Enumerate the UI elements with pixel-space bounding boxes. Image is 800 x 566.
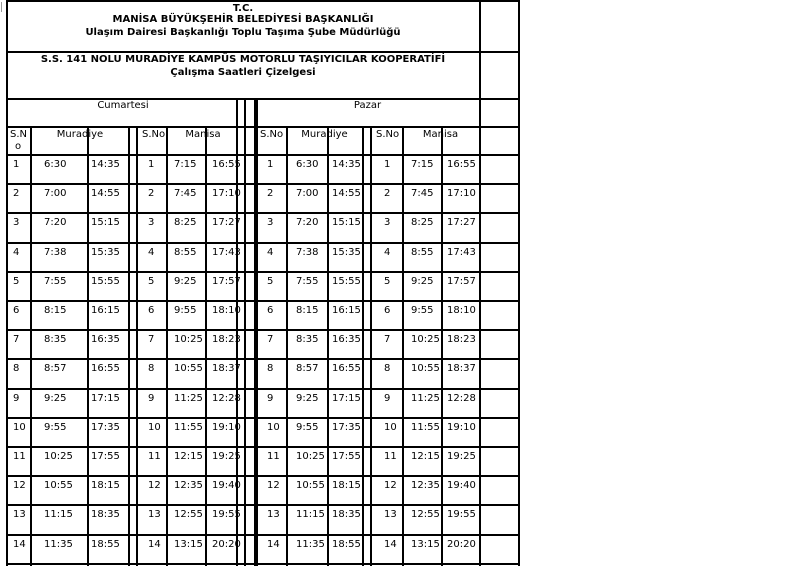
sunday-muradiye-sno-cell: 4 [267,247,274,258]
grid-line-vertical [6,0,8,566]
saturday-manisa-sno-cell: 8 [148,363,155,374]
schedule-subtitle: Çalışma Saatleri Çizelgesi [170,67,316,78]
sunday-muradiye-departure-time: 9:25 [296,393,319,404]
saturday-manisa-sno-cell: 1 [148,159,155,170]
saturday-muradiye-sno-cell: 7 [13,334,20,345]
sunday-muradiye-departure-time: 8:57 [296,363,319,374]
saturday-manisa-sno-cell: 7 [148,334,155,345]
saturday-manisa-departure-time: 9:25 [174,276,197,287]
sunday-muradiye-return-time: 14:55 [332,188,361,199]
saturday-muradiye-return-time: 16:35 [91,334,120,345]
saturday-muradiye-sno-cell: 13 [13,509,26,520]
sunday-manisa-return-time: 20:20 [447,539,476,550]
sunday-manisa-return-time: 17:10 [447,188,476,199]
saturday-muradiye-departure-time: 11:15 [44,509,73,520]
sunday-muradiye-sno-cell: 6 [267,305,274,316]
saturday-manisa-sno-cell: 2 [148,188,155,199]
grid-line-vertical [518,0,520,566]
sunday-muradiye-return-time: 16:35 [332,334,361,345]
sunday-manisa-return-time: 17:57 [447,276,476,287]
page-edge-mark [1,2,2,12]
sunday-manisa-sno-cell: 11 [384,451,397,462]
saturday-manisa-return-time: 19:40 [212,480,241,491]
saturday-muradiye-departure-time: 8:57 [44,363,67,374]
sunday-muradiye-departure-time: 7:20 [296,217,319,228]
saturday-muradiye-return-time: 18:15 [91,480,120,491]
grid-line-horizontal [7,0,519,2]
sunday-manisa-sno-cell: 2 [384,188,391,199]
saturday-muradiye-sno-cell: 9 [13,393,20,404]
sunday-manisa-sno-cell: 8 [384,363,391,374]
grid-line-vertical [205,127,207,566]
sunday-muradiye-departure-time: 9:55 [296,422,319,433]
grid-line-vertical [166,127,168,566]
sunday-muradiye-departure-time: 7:55 [296,276,319,287]
sunday-muradiye-return-time: 15:55 [332,276,361,287]
saturday-manisa-sno-cell: 14 [148,539,161,550]
sunday-manisa-departure-time: 9:25 [411,276,434,287]
sunday-manisa-return-time: 19:40 [447,480,476,491]
sunday-manisa-departure-time: 11:55 [411,422,440,433]
sunday-muradiye-return-time: 17:55 [332,451,361,462]
sunday-muradiye-return-time: 18:35 [332,509,361,520]
column-header-manisa: Manisa [422,129,459,140]
sunday-muradiye-sno-cell: 11 [267,451,280,462]
sunday-muradiye-sno-cell: 5 [267,276,274,287]
saturday-manisa-sno-cell: 3 [148,217,155,228]
saturday-manisa-departure-time: 8:25 [174,217,197,228]
sunday-manisa-return-time: 18:10 [447,305,476,316]
saturday-manisa-departure-time: 7:15 [174,159,197,170]
saturday-muradiye-sno-cell: 2 [13,188,20,199]
saturday-muradiye-return-time: 14:55 [91,188,120,199]
saturday-manisa-departure-time: 12:15 [174,451,203,462]
saturday-muradiye-return-time: 17:35 [91,422,120,433]
sunday-muradiye-return-time: 18:15 [332,480,361,491]
grid-line-vertical [327,127,329,566]
saturday-muradiye-departure-time: 7:55 [44,276,67,287]
saturday-manisa-return-time: 18:23 [212,334,241,345]
grid-line-vertical [286,127,288,566]
sunday-manisa-sno-cell: 12 [384,480,397,491]
saturday-muradiye-departure-time: 11:35 [44,539,73,550]
grid-line-vertical [441,127,443,566]
column-header-sno: S.No [376,129,400,140]
saturday-muradiye-sno-cell: 12 [13,480,26,491]
saturday-muradiye-return-time: 18:35 [91,509,120,520]
saturday-muradiye-return-time: 17:15 [91,393,120,404]
sunday-muradiye-sno-cell: 2 [267,188,274,199]
saturday-manisa-return-time: 18:10 [212,305,241,316]
sunday-muradiye-departure-time: 11:15 [296,509,325,520]
sunday-muradiye-return-time: 18:55 [332,539,361,550]
saturday-manisa-departure-time: 10:25 [174,334,203,345]
saturday-muradiye-departure-time: 7:00 [44,188,67,199]
sunday-muradiye-departure-time: 7:38 [296,247,319,258]
sunday-muradiye-sno-cell: 1 [267,159,274,170]
saturday-manisa-return-time: 17:57 [212,276,241,287]
saturday-muradiye-departure-time: 10:25 [44,451,73,462]
sunday-manisa-sno-cell: 5 [384,276,391,287]
sunday-muradiye-return-time: 16:55 [332,363,361,374]
saturday-muradiye-return-time: 15:15 [91,217,120,228]
day-header-sunday: Pazar [353,100,382,111]
grid-line-vertical [87,127,89,566]
header-line-1: T.C. [232,3,254,14]
sunday-manisa-sno-cell: 6 [384,305,391,316]
saturday-manisa-departure-time: 11:55 [174,422,203,433]
sunday-muradiye-departure-time: 10:55 [296,480,325,491]
saturday-muradiye-return-time: 15:35 [91,247,120,258]
sunday-muradiye-sno-cell: 7 [267,334,274,345]
sunday-muradiye-departure-time: 10:25 [296,451,325,462]
saturday-manisa-departure-time: 7:45 [174,188,197,199]
sunday-manisa-return-time: 19:25 [447,451,476,462]
grid-line-vertical [370,127,372,566]
sunday-muradiye-sno-cell: 9 [267,393,274,404]
sunday-muradiye-departure-time: 6:30 [296,159,319,170]
grid-line-vertical [479,0,481,566]
saturday-manisa-sno-cell: 9 [148,393,155,404]
saturday-manisa-return-time: 16:55 [212,159,241,170]
sunday-muradiye-return-time: 14:35 [332,159,361,170]
saturday-muradiye-departure-time: 7:20 [44,217,67,228]
saturday-manisa-departure-time: 13:15 [174,539,203,550]
saturday-muradiye-sno-cell: 11 [13,451,26,462]
saturday-muradiye-sno-cell: 8 [13,363,20,374]
sunday-manisa-sno-cell: 9 [384,393,391,404]
sunday-muradiye-departure-time: 8:15 [296,305,319,316]
saturday-manisa-sno-cell: 11 [148,451,161,462]
saturday-muradiye-return-time: 17:55 [91,451,120,462]
saturday-muradiye-return-time: 15:55 [91,276,120,287]
saturday-manisa-return-time: 19:25 [212,451,241,462]
sunday-muradiye-sno-cell: 12 [267,480,280,491]
saturday-muradiye-sno-cell: 14 [13,539,26,550]
sunday-manisa-return-time: 18:37 [447,363,476,374]
sunday-muradiye-departure-time: 8:35 [296,334,319,345]
sunday-muradiye-return-time: 16:15 [332,305,361,316]
cooperative-name: S.S. 141 NOLU MURADİYE KAMPÜS MOTORLU TAŞIYICILAR KOOPERATİFİ [40,54,446,65]
sunday-manisa-sno-cell: 1 [384,159,391,170]
sunday-manisa-departure-time: 13:15 [411,539,440,550]
saturday-manisa-departure-time: 12:35 [174,480,203,491]
sunday-muradiye-return-time: 15:15 [332,217,361,228]
sunday-manisa-return-time: 12:28 [447,393,476,404]
saturday-muradiye-departure-time: 6:30 [44,159,67,170]
saturday-manisa-sno-cell: 5 [148,276,155,287]
sunday-muradiye-sno-cell: 13 [267,509,280,520]
sunday-muradiye-departure-time: 11:35 [296,539,325,550]
column-header-sno: S.No [260,129,284,140]
saturday-muradiye-return-time: 14:35 [91,159,120,170]
sunday-manisa-sno-cell: 3 [384,217,391,228]
saturday-muradiye-departure-time: 10:55 [44,480,73,491]
sunday-manisa-return-time: 17:43 [447,247,476,258]
saturday-manisa-return-time: 17:43 [212,247,241,258]
saturday-manisa-return-time: 20:20 [212,539,241,550]
saturday-manisa-return-time: 17:10 [212,188,241,199]
saturday-muradiye-return-time: 18:55 [91,539,120,550]
column-header-manisa: Manisa [185,129,221,140]
sunday-muradiye-departure-time: 7:00 [296,188,319,199]
sunday-manisa-departure-time: 12:15 [411,451,440,462]
sunday-manisa-departure-time: 10:55 [411,363,440,374]
sunday-manisa-departure-time: 7:45 [411,188,434,199]
saturday-muradiye-departure-time: 9:25 [44,393,67,404]
sunday-manisa-sno-cell: 7 [384,334,391,345]
saturday-manisa-departure-time: 9:55 [174,305,197,316]
saturday-muradiye-sno-cell: 5 [13,276,20,287]
sunday-muradiye-sno-cell: 8 [267,363,274,374]
saturday-manisa-return-time: 17:27 [212,217,241,228]
grid-line-vertical [30,127,32,566]
saturday-muradiye-return-time: 16:55 [91,363,120,374]
header-line-2: MANİSA BÜYÜKŞEHİR BELEDİYESİ BAŞKANLIĞI [112,14,374,25]
sunday-muradiye-sno-cell: 10 [267,422,280,433]
sunday-manisa-departure-time: 8:25 [411,217,434,228]
saturday-manisa-sno-cell: 4 [148,247,155,258]
saturday-manisa-return-time: 18:37 [212,363,241,374]
sunday-manisa-departure-time: 7:15 [411,159,434,170]
sunday-manisa-departure-time: 12:55 [411,509,440,520]
sunday-manisa-departure-time: 12:35 [411,480,440,491]
saturday-muradiye-sno-cell: 4 [13,247,20,258]
sunday-manisa-departure-time: 11:25 [411,393,440,404]
saturday-muradiye-departure-time: 7:38 [44,247,67,258]
sunday-muradiye-sno-cell: 3 [267,217,274,228]
sunday-manisa-departure-time: 9:55 [411,305,434,316]
sunday-manisa-sno-cell: 13 [384,509,397,520]
grid-line-vertical [136,127,138,566]
column-header-sno-wrap: o [15,141,22,152]
grid-line-vertical [128,127,130,566]
saturday-muradiye-departure-time: 8:35 [44,334,67,345]
grid-line-vertical [362,127,364,566]
saturday-muradiye-sno-cell: 10 [13,422,26,433]
sunday-manisa-sno-cell: 10 [384,422,397,433]
grid-line-vertical [244,99,246,566]
sunday-manisa-return-time: 16:55 [447,159,476,170]
column-header-muradiye: Muradiye [301,129,348,140]
saturday-muradiye-sno-cell: 3 [13,217,20,228]
saturday-manisa-return-time: 12:28 [212,393,241,404]
sunday-manisa-return-time: 18:23 [447,334,476,345]
sunday-muradiye-sno-cell: 14 [267,539,280,550]
saturday-manisa-sno-cell: 12 [148,480,161,491]
saturday-manisa-departure-time: 10:55 [174,363,203,374]
saturday-muradiye-sno-cell: 1 [13,159,20,170]
day-header-saturday: Cumartesi [97,100,149,111]
header-line-3: Ulaşım Dairesi Başkanlığı Toplu Taşıma Şube Müdürlüğü [85,27,401,38]
column-header-muradiye: Muradiye [56,129,104,140]
saturday-muradiye-departure-time: 8:15 [44,305,67,316]
saturday-manisa-departure-time: 8:55 [174,247,197,258]
sunday-muradiye-return-time: 17:15 [332,393,361,404]
saturday-manisa-return-time: 19:55 [212,509,241,520]
column-header-sno: S.No [142,129,166,140]
saturday-manisa-sno-cell: 13 [148,509,161,520]
sunday-manisa-sno-cell: 4 [384,247,391,258]
sunday-muradiye-return-time: 17:35 [332,422,361,433]
sunday-manisa-return-time: 19:10 [447,422,476,433]
column-header-sno: S.N [10,129,28,140]
saturday-muradiye-departure-time: 9:55 [44,422,67,433]
sunday-manisa-return-time: 19:55 [447,509,476,520]
sunday-manisa-return-time: 17:27 [447,217,476,228]
grid-line-vertical [402,127,404,566]
sunday-muradiye-return-time: 15:35 [332,247,361,258]
sunday-manisa-departure-time: 8:55 [411,247,434,258]
saturday-muradiye-return-time: 16:15 [91,305,120,316]
sunday-manisa-sno-cell: 14 [384,539,397,550]
saturday-manisa-return-time: 19:10 [212,422,241,433]
saturday-muradiye-sno-cell: 6 [13,305,20,316]
grid-line-vertical [256,99,258,566]
grid-line-horizontal [7,51,519,53]
saturday-manisa-sno-cell: 6 [148,305,155,316]
saturday-manisa-sno-cell: 10 [148,422,161,433]
saturday-manisa-departure-time: 12:55 [174,509,203,520]
sunday-manisa-departure-time: 10:25 [411,334,440,345]
saturday-manisa-departure-time: 11:25 [174,393,203,404]
